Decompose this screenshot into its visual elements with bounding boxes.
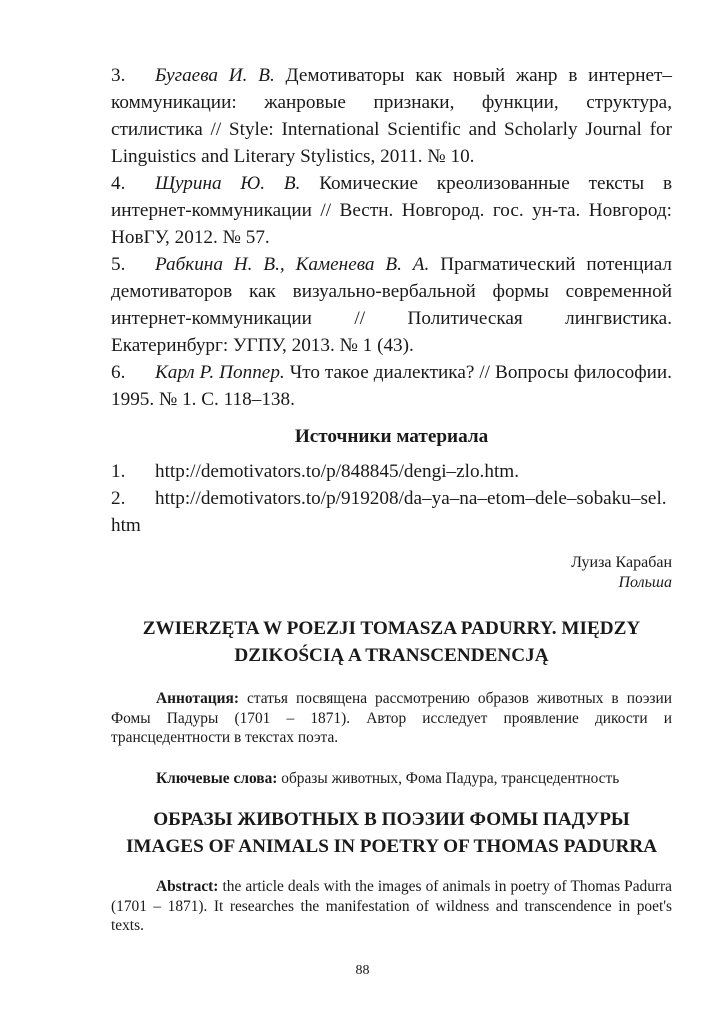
source-item bbox=[111, 458, 672, 485]
reference-author: Щурина Ю. В. bbox=[155, 173, 301, 194]
reference-author: Бугаева И. В. bbox=[155, 65, 275, 86]
reference-item bbox=[111, 62, 672, 170]
keywords-label: Ключевые слова: bbox=[156, 769, 278, 787]
reference-text: Комические креолизованные тексты в интернет-коммуникации // Вестн. Новгород. гос. ун-та. Новгород: НовГУ, 2012. № 57. bbox=[111, 173, 672, 248]
reference-text: Прагматический потенциал демотиваторов как визуально-вербальной формы современной интернет-коммуникации // Политическая лингвистика. Екатеринбург: УГПУ, 2013. № 1 (43). bbox=[111, 254, 672, 356]
author-block bbox=[111, 553, 672, 593]
reference-item bbox=[111, 170, 672, 251]
source-number: 2. bbox=[111, 488, 126, 509]
author-country: Польша bbox=[618, 574, 672, 591]
reference-author: Карл Р. Поппер. bbox=[155, 362, 285, 383]
page-number: 88 bbox=[355, 963, 370, 978]
annotation-label: Аннотация: bbox=[156, 690, 239, 707]
annotation-text: статья посвящена рассмотрению образов животных в поэзии Фомы Падуры (1701 – 1871). Автор исследует проявление дикости и трансцедентности в текстах поэта. bbox=[111, 690, 672, 746]
annotation bbox=[111, 689, 672, 748]
abstract-label: Abstract: bbox=[156, 878, 219, 895]
source-link[interactable]: http://demotivators.to/p/848845/dengi–zlo.htm. bbox=[155, 461, 520, 482]
abstract-text: the article deals with the images of animals in poetry of Thomas Padurra (1701 – 1871). It researches the manifestation of wildness and transcendence in poet's texts. bbox=[111, 878, 672, 934]
source-item bbox=[111, 485, 672, 539]
reference-number: 4. bbox=[111, 173, 126, 194]
article-titles bbox=[111, 806, 672, 860]
english-title: IMAGES OF ANIMALS IN POETRY OF THOMAS PADURRA bbox=[125, 836, 658, 857]
reference-item bbox=[111, 251, 672, 359]
reference-text: Что такое диалектика? // Вопросы философии. 1995. № 1. С. 118–138. bbox=[111, 362, 672, 410]
polish-title bbox=[111, 615, 672, 669]
page-body bbox=[111, 62, 672, 936]
polish-title-line: DZIKOŚCIĄ A TRANSCENDENCJĄ bbox=[234, 645, 549, 666]
author-name: Луиза Карабан bbox=[571, 554, 672, 571]
source-link[interactable]: http://demotivators.to/p/919208/da–ya–na–etom–dele–sobaku–sel.htm bbox=[111, 488, 667, 536]
abstract bbox=[111, 877, 672, 936]
russian-title: ОБРАЗЫ ЖИВОТНЫХ В ПОЭЗИИ ФОМЫ ПАДУРЫ bbox=[153, 809, 630, 830]
keywords-text: образы животных, Фома Падура, трансцедентность bbox=[277, 769, 620, 787]
reference-number: 6. bbox=[111, 362, 126, 383]
source-number: 1. bbox=[111, 461, 126, 482]
sources-heading: Источники материала bbox=[294, 426, 489, 447]
reference-author: Рабкина Н. В., Каменева В. А. bbox=[155, 254, 430, 275]
reference-text: Демотиваторы как новый жанр в интернет–коммуникации: жанровые признаки, функции, структура, стилистика // Style: International Scientific and Scholarly Journal for Linguistics and Literary Stylistics, 2011. № 10. bbox=[111, 65, 672, 167]
polish-title-line: ZWIERZĘTA W POEZJI TOMASZA PADURRY. MIĘDZY bbox=[142, 618, 641, 639]
reference-item bbox=[111, 359, 672, 413]
reference-number: 5. bbox=[111, 254, 126, 275]
keywords bbox=[111, 769, 672, 789]
reference-number: 3. bbox=[111, 65, 126, 86]
